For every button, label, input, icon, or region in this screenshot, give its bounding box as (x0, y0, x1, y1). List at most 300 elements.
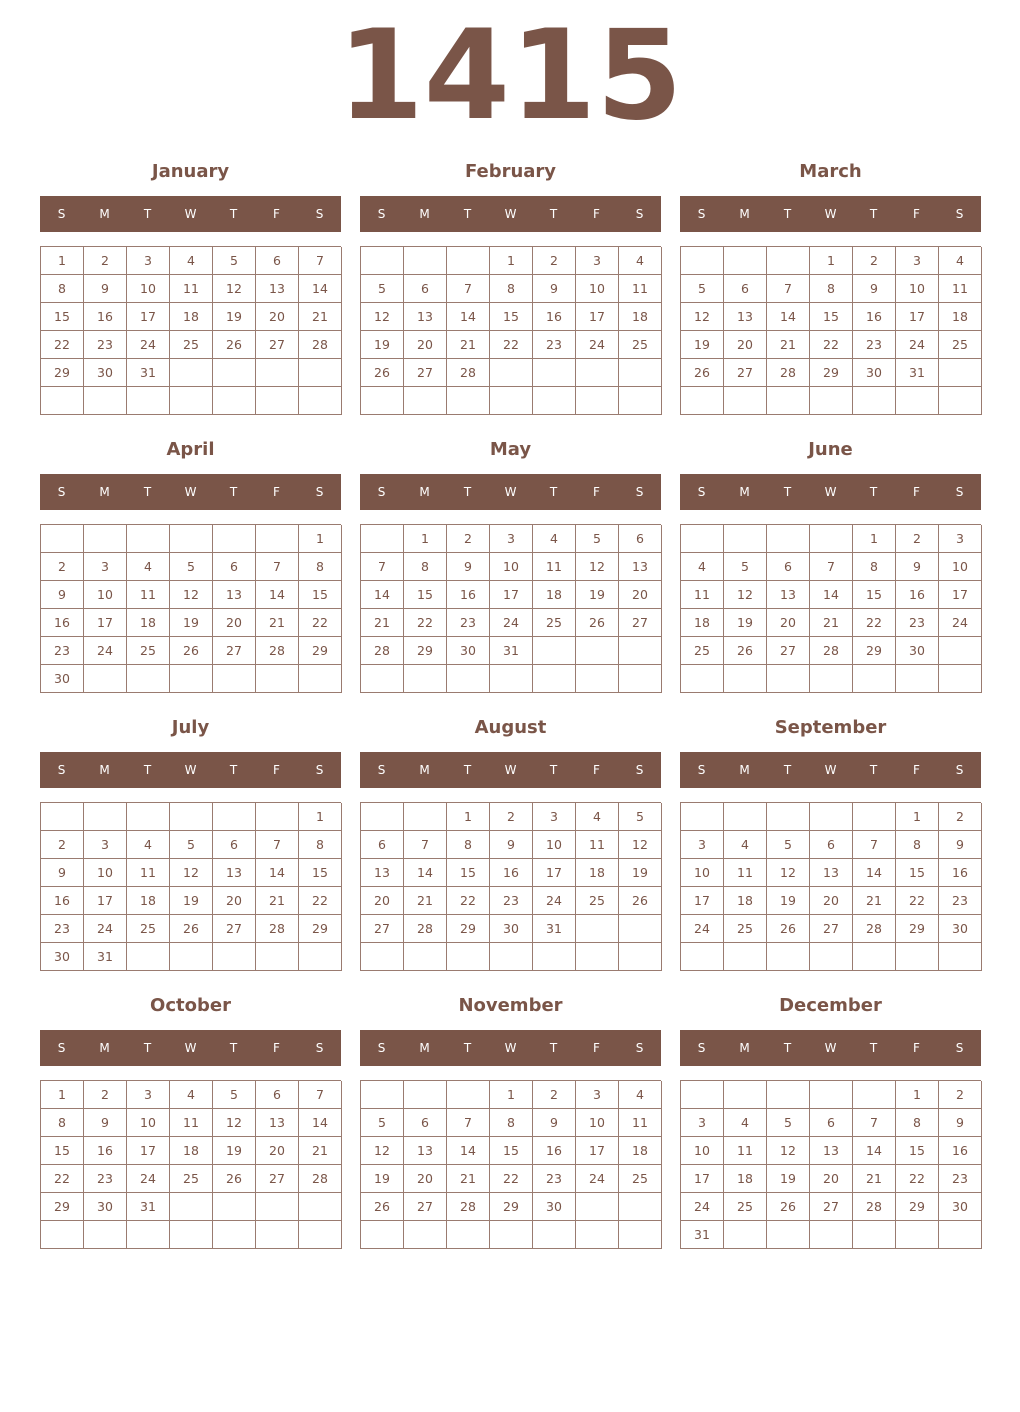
day-cell: 21 (256, 887, 299, 915)
day-cell: 2 (41, 831, 84, 859)
day-cell: 26 (170, 637, 213, 665)
day-cell: 25 (170, 1165, 213, 1193)
day-cell: 10 (127, 275, 170, 303)
empty-day-cell (724, 247, 767, 275)
day-cell: 25 (533, 609, 576, 637)
day-cell: 27 (256, 1165, 299, 1193)
day-cell: 7 (299, 1081, 342, 1109)
day-cell: 19 (213, 1137, 256, 1165)
day-cell: 15 (490, 303, 533, 331)
weekday-label: S (315, 207, 324, 221)
day-cell: 29 (896, 915, 939, 943)
weekday-label: F (273, 763, 280, 777)
weekday-label: T (143, 207, 152, 221)
weekday-label: M (99, 207, 110, 221)
day-cell: 24 (84, 637, 127, 665)
day-grid (40, 246, 341, 415)
empty-day-cell (41, 525, 84, 553)
day-grid (680, 1080, 981, 1249)
day-cell: 19 (681, 331, 724, 359)
day-cell: 2 (84, 1081, 127, 1109)
weekday-label: S (955, 763, 964, 777)
day-cell: 10 (84, 581, 127, 609)
empty-day-cell (404, 1081, 447, 1109)
day-cell: 6 (256, 1081, 299, 1109)
day-cell: 4 (619, 247, 662, 275)
weekday-label: T (143, 763, 152, 777)
weekday-label: S (57, 1041, 66, 1055)
weekday-label: S (697, 485, 706, 499)
day-cell: 13 (767, 581, 810, 609)
day-cell: 19 (213, 303, 256, 331)
empty-day-cell (299, 1193, 342, 1221)
day-cell: 4 (939, 247, 982, 275)
day-cell: 29 (810, 359, 853, 387)
empty-day-cell (299, 387, 342, 415)
empty-day-cell (127, 525, 170, 553)
day-cell: 21 (299, 1137, 342, 1165)
weekday-header (40, 1030, 341, 1066)
empty-day-cell (724, 803, 767, 831)
day-cell: 8 (404, 553, 447, 581)
day-cell: 22 (299, 609, 342, 637)
day-cell: 30 (939, 915, 982, 943)
weekday-label: S (955, 1041, 964, 1055)
day-cell: 16 (533, 303, 576, 331)
day-cell: 26 (576, 609, 619, 637)
empty-day-cell (127, 387, 170, 415)
empty-day-cell (84, 665, 127, 693)
day-cell: 13 (361, 859, 404, 887)
day-cell: 14 (299, 275, 342, 303)
day-grid (40, 1080, 341, 1249)
empty-day-cell (170, 943, 213, 971)
month-name: April (166, 439, 215, 460)
day-cell: 25 (170, 331, 213, 359)
day-cell: 12 (576, 553, 619, 581)
day-cell: 14 (853, 859, 896, 887)
day-cell: 16 (447, 581, 490, 609)
day-cell: 31 (490, 637, 533, 665)
empty-day-cell (404, 943, 447, 971)
day-cell: 28 (361, 637, 404, 665)
empty-day-cell (447, 387, 490, 415)
day-cell: 28 (299, 1165, 342, 1193)
empty-day-cell (619, 387, 662, 415)
weekday-label: S (635, 485, 644, 499)
day-cell: 24 (681, 1193, 724, 1221)
day-cell: 18 (533, 581, 576, 609)
weekday-header (40, 196, 341, 232)
day-cell: 26 (361, 1193, 404, 1221)
day-grid (40, 524, 341, 693)
weekday-label: T (549, 485, 558, 499)
empty-day-cell (256, 1221, 299, 1249)
day-cell: 2 (490, 803, 533, 831)
day-cell: 14 (767, 303, 810, 331)
empty-day-cell (490, 665, 533, 693)
day-cell: 29 (853, 637, 896, 665)
empty-day-cell (41, 803, 84, 831)
day-cell: 21 (361, 609, 404, 637)
day-cell: 5 (724, 553, 767, 581)
day-cell: 4 (681, 553, 724, 581)
empty-day-cell (361, 943, 404, 971)
weekday-label: S (377, 763, 386, 777)
empty-day-cell (939, 943, 982, 971)
day-cell: 13 (404, 1137, 447, 1165)
day-cell: 23 (41, 637, 84, 665)
day-cell: 30 (84, 359, 127, 387)
day-cell: 7 (853, 831, 896, 859)
day-cell: 23 (84, 331, 127, 359)
day-cell: 26 (213, 331, 256, 359)
day-cell: 12 (767, 859, 810, 887)
day-cell: 1 (853, 525, 896, 553)
empty-day-cell (619, 665, 662, 693)
weekday-label: T (463, 1041, 472, 1055)
day-cell: 28 (853, 915, 896, 943)
empty-day-cell (256, 359, 299, 387)
empty-day-cell (213, 943, 256, 971)
empty-day-cell (447, 1221, 490, 1249)
day-cell: 24 (576, 331, 619, 359)
day-cell: 17 (576, 1137, 619, 1165)
day-cell: 25 (939, 331, 982, 359)
empty-day-cell (447, 665, 490, 693)
empty-day-cell (84, 1221, 127, 1249)
day-cell: 29 (299, 637, 342, 665)
empty-day-cell (939, 387, 982, 415)
day-cell: 9 (41, 581, 84, 609)
day-cell: 5 (767, 831, 810, 859)
weekday-label: T (783, 763, 792, 777)
day-cell: 3 (939, 525, 982, 553)
empty-day-cell (767, 1221, 810, 1249)
weekday-label: W (824, 763, 837, 777)
empty-day-cell (213, 387, 256, 415)
day-cell: 9 (533, 275, 576, 303)
weekday-label: W (184, 207, 197, 221)
empty-day-cell (361, 665, 404, 693)
day-cell: 29 (299, 915, 342, 943)
weekday-label: S (315, 1041, 324, 1055)
day-cell: 7 (256, 831, 299, 859)
day-cell: 11 (619, 1109, 662, 1137)
empty-day-cell (84, 525, 127, 553)
day-cell: 28 (256, 637, 299, 665)
day-cell: 26 (767, 1193, 810, 1221)
empty-day-cell (853, 1221, 896, 1249)
empty-day-cell (533, 943, 576, 971)
day-cell: 18 (619, 1137, 662, 1165)
day-cell: 26 (767, 915, 810, 943)
day-cell: 8 (299, 553, 342, 581)
empty-day-cell (361, 1221, 404, 1249)
day-cell: 24 (127, 1165, 170, 1193)
day-cell: 1 (404, 525, 447, 553)
day-cell: 24 (84, 915, 127, 943)
empty-day-cell (213, 1221, 256, 1249)
day-grid (680, 802, 981, 971)
day-cell: 16 (853, 303, 896, 331)
empty-day-cell (361, 803, 404, 831)
month-name: October (150, 995, 231, 1016)
weekday-label: W (184, 1041, 197, 1055)
day-grid (360, 802, 661, 971)
day-cell: 23 (853, 331, 896, 359)
day-cell: 13 (404, 303, 447, 331)
day-cell: 9 (490, 831, 533, 859)
weekday-label: T (229, 485, 238, 499)
empty-day-cell (681, 525, 724, 553)
day-cell: 25 (619, 331, 662, 359)
weekday-header (40, 474, 341, 510)
day-cell: 12 (767, 1137, 810, 1165)
day-cell: 6 (213, 553, 256, 581)
empty-day-cell (213, 359, 256, 387)
day-cell: 1 (41, 1081, 84, 1109)
day-cell: 22 (41, 1165, 84, 1193)
empty-day-cell (404, 665, 447, 693)
weekday-label: F (593, 485, 600, 499)
day-cell: 8 (490, 1109, 533, 1137)
day-cell: 15 (853, 581, 896, 609)
day-cell: 11 (681, 581, 724, 609)
empty-day-cell (256, 665, 299, 693)
empty-day-cell (361, 525, 404, 553)
weekday-label: S (377, 1041, 386, 1055)
day-cell: 2 (533, 247, 576, 275)
weekday-header (360, 752, 661, 788)
day-cell: 2 (896, 525, 939, 553)
day-cell: 24 (939, 609, 982, 637)
empty-day-cell (896, 1221, 939, 1249)
day-cell: 3 (576, 247, 619, 275)
empty-day-cell (576, 943, 619, 971)
empty-day-cell (576, 665, 619, 693)
month-name: March (799, 161, 862, 182)
day-cell: 6 (256, 247, 299, 275)
day-cell: 18 (724, 887, 767, 915)
day-cell: 14 (810, 581, 853, 609)
empty-day-cell (576, 1193, 619, 1221)
weekday-label: M (739, 1041, 750, 1055)
weekday-label: F (273, 207, 280, 221)
day-cell: 12 (619, 831, 662, 859)
empty-day-cell (853, 1081, 896, 1109)
day-cell: 28 (404, 915, 447, 943)
month-name: December (779, 995, 882, 1016)
day-cell: 9 (84, 275, 127, 303)
day-cell: 5 (170, 553, 213, 581)
day-cell: 19 (767, 887, 810, 915)
day-cell: 9 (939, 1109, 982, 1137)
day-cell: 2 (84, 247, 127, 275)
day-cell: 27 (724, 359, 767, 387)
day-cell: 22 (404, 609, 447, 637)
day-cell: 30 (939, 1193, 982, 1221)
day-grid (360, 524, 661, 693)
empty-day-cell (724, 387, 767, 415)
day-cell: 6 (404, 275, 447, 303)
weekday-label: S (697, 763, 706, 777)
day-grid (40, 802, 341, 971)
weekday-label: M (99, 763, 110, 777)
day-cell: 12 (361, 1137, 404, 1165)
weekday-label: W (184, 485, 197, 499)
weekday-label: F (913, 207, 920, 221)
day-cell: 6 (361, 831, 404, 859)
weekday-label: W (184, 763, 197, 777)
day-cell: 5 (361, 1109, 404, 1137)
day-cell: 22 (490, 1165, 533, 1193)
day-cell: 5 (213, 247, 256, 275)
day-cell: 20 (724, 331, 767, 359)
day-cell: 16 (41, 609, 84, 637)
empty-day-cell (767, 1081, 810, 1109)
day-cell: 30 (447, 637, 490, 665)
day-cell: 7 (853, 1109, 896, 1137)
day-cell: 13 (213, 581, 256, 609)
day-cell: 27 (619, 609, 662, 637)
day-cell: 15 (490, 1137, 533, 1165)
empty-day-cell (896, 665, 939, 693)
weekday-label: M (419, 485, 430, 499)
day-cell: 16 (490, 859, 533, 887)
day-cell: 15 (447, 859, 490, 887)
empty-day-cell (681, 387, 724, 415)
day-cell: 28 (299, 331, 342, 359)
day-cell: 27 (213, 637, 256, 665)
day-cell: 5 (361, 275, 404, 303)
day-cell: 8 (896, 831, 939, 859)
day-cell: 18 (127, 609, 170, 637)
day-cell: 17 (939, 581, 982, 609)
empty-day-cell (404, 1221, 447, 1249)
day-cell: 21 (810, 609, 853, 637)
weekday-label: M (419, 207, 430, 221)
day-cell: 3 (127, 247, 170, 275)
empty-day-cell (767, 525, 810, 553)
day-cell: 11 (724, 1137, 767, 1165)
day-cell: 11 (939, 275, 982, 303)
day-cell: 21 (447, 1165, 490, 1193)
weekday-label: W (504, 1041, 517, 1055)
day-cell: 26 (213, 1165, 256, 1193)
empty-day-cell (810, 1221, 853, 1249)
day-cell: 3 (896, 247, 939, 275)
empty-day-cell (896, 387, 939, 415)
day-cell: 27 (213, 915, 256, 943)
day-cell: 18 (619, 303, 662, 331)
weekday-label: T (869, 763, 878, 777)
empty-day-cell (853, 943, 896, 971)
day-cell: 1 (896, 803, 939, 831)
day-cell: 18 (724, 1165, 767, 1193)
day-cell: 13 (256, 275, 299, 303)
day-cell: 27 (361, 915, 404, 943)
day-cell: 22 (853, 609, 896, 637)
day-cell: 3 (84, 553, 127, 581)
day-cell: 21 (767, 331, 810, 359)
day-cell: 18 (681, 609, 724, 637)
empty-day-cell (361, 1081, 404, 1109)
empty-day-cell (299, 1221, 342, 1249)
day-cell: 20 (810, 887, 853, 915)
day-cell: 1 (810, 247, 853, 275)
empty-day-cell (170, 525, 213, 553)
day-cell: 4 (127, 553, 170, 581)
day-cell: 26 (361, 359, 404, 387)
weekday-label: T (229, 763, 238, 777)
empty-day-cell (576, 359, 619, 387)
weekday-label: S (377, 207, 386, 221)
day-cell: 23 (533, 331, 576, 359)
empty-day-cell (853, 803, 896, 831)
day-cell: 15 (41, 303, 84, 331)
day-cell: 21 (853, 887, 896, 915)
empty-day-cell (767, 803, 810, 831)
weekday-label: M (739, 763, 750, 777)
weekday-label: S (635, 207, 644, 221)
day-cell: 11 (127, 581, 170, 609)
day-cell: 20 (404, 1165, 447, 1193)
weekday-label: M (99, 1041, 110, 1055)
day-cell: 7 (256, 553, 299, 581)
weekday-label: F (593, 763, 600, 777)
day-cell: 13 (213, 859, 256, 887)
day-cell: 13 (810, 1137, 853, 1165)
weekday-header (360, 1030, 661, 1066)
weekday-label: T (549, 763, 558, 777)
day-cell: 22 (490, 331, 533, 359)
weekday-label: T (549, 1041, 558, 1055)
empty-day-cell (84, 387, 127, 415)
day-cell: 7 (810, 553, 853, 581)
day-cell: 23 (84, 1165, 127, 1193)
day-cell: 23 (939, 1165, 982, 1193)
month-name: July (171, 717, 210, 738)
day-cell: 3 (84, 831, 127, 859)
day-cell: 10 (576, 1109, 619, 1137)
day-cell: 17 (84, 887, 127, 915)
empty-day-cell (447, 1081, 490, 1109)
day-cell: 9 (41, 859, 84, 887)
empty-day-cell (127, 803, 170, 831)
day-cell: 23 (533, 1165, 576, 1193)
day-cell: 17 (681, 887, 724, 915)
day-cell: 22 (299, 887, 342, 915)
day-cell: 12 (724, 581, 767, 609)
day-cell: 4 (127, 831, 170, 859)
day-cell: 15 (404, 581, 447, 609)
day-cell: 22 (41, 331, 84, 359)
day-cell: 27 (767, 637, 810, 665)
empty-day-cell (681, 247, 724, 275)
day-cell: 3 (576, 1081, 619, 1109)
weekday-label: T (869, 1041, 878, 1055)
day-cell: 17 (533, 859, 576, 887)
empty-day-cell (170, 1221, 213, 1249)
day-cell: 16 (939, 859, 982, 887)
weekday-label: W (824, 485, 837, 499)
day-cell: 20 (256, 1137, 299, 1165)
empty-day-cell (724, 525, 767, 553)
day-cell: 19 (576, 581, 619, 609)
day-cell: 18 (939, 303, 982, 331)
day-grid (680, 246, 981, 415)
